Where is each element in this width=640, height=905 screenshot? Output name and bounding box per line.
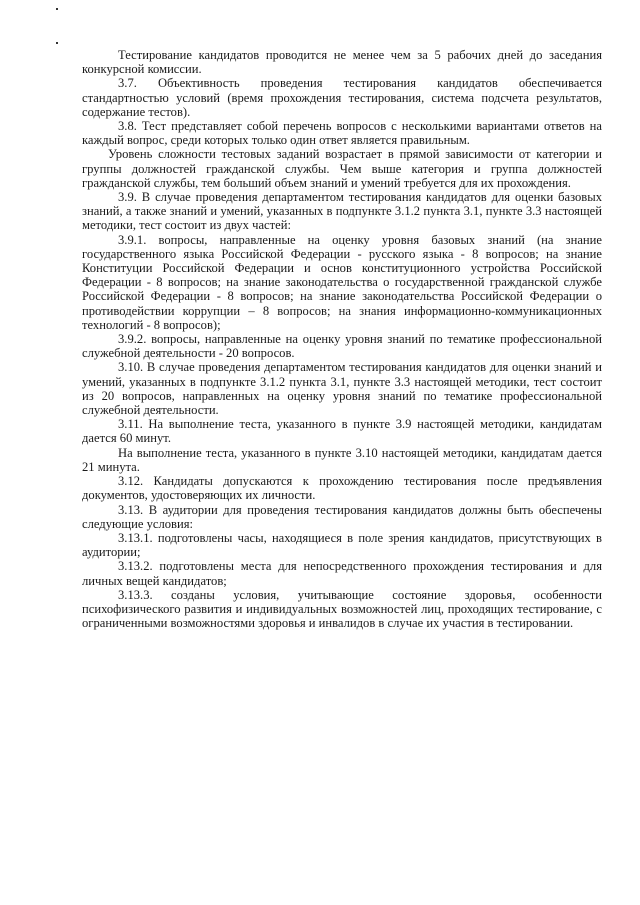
paragraph-3-12: 3.12. Кандидаты допускаются к прохождению тестирования после предъявления документов, удостоверяющих их личности. [82,474,602,503]
scan-dot [56,42,58,44]
paragraph-3-13-3: 3.13.3. созданы условия, учитывающие состояние здоровья, особенности психофизического развития и индивидуальных возможностей лиц, проходящих тестирование, с ограниченными возможностями здоровья и инвалидов в случае их участия в тестировании. [82,587,602,631]
paragraph-3-11-continued: На выполнение теста, указанного в пункте 3.10 настоящей методики, кандидатам дается 21 минута. [82,445,602,474]
paragraph-3-13-1: 3.13.1. подготовлены часы, находящиеся в поле зрения кандидатов, присутствующих в аудитории; [82,530,602,560]
paragraph-difficulty-level: Уровень сложности тестовых заданий возрастает в прямой зависимости от категории и группы должностей гражданской службы. Чем выше категория и группа должностей гражданской службы, тем больший объем знаний и умений требуется для их прохождения. [82,147,602,190]
paragraph-3-10: 3.10. В случае проведения департаментом тестирования кандидатов для оценки знаний и умений, указанных в подпункте 3.1.2 пункта 3.1, пункте 3.3 настоящей методики, тест состоит из 20 вопросов, направленных на оценку уровня знаний по тематике профессиональной служебной деятельности. [82,360,602,418]
paragraph-testing-timing: Тестирование кандидатов проводится не менее чем за 5 рабочих дней до заседания конкурсной комиссии. [82,48,602,77]
paragraph-3-9-2: 3.9.2. вопросы, направленные на оценку уровня знаний по тематике профессиональной служебной деятельности - 20 вопросов. [82,332,602,361]
paragraph-3-7: 3.7. Объективность проведения тестирования кандидатов обеспечивается стандартностью условий (время прохождения тестирования, система подсчета результатов, содержание тестов). [82,76,602,119]
document-body [82,48,602,630]
paragraph-3-8: 3.8. Тест представляет собой перечень вопросов с несколькими вариантами ответов на каждый вопрос, среди которых только один ответ является правильным. [82,119,602,148]
paragraph-3-9: 3.9. В случае проведения департаментом тестирования кандидатов для оценки базовых знаний, а также знаний и умений, указанных в подпункте 3.1.2 пункта 3.1, пункте 3.3 настоящей методики, тест состоит из двух частей: [82,190,602,233]
paragraph-3-13: 3.13. В аудитории для проведения тестирования кандидатов должны быть обеспечены следующие условия: [82,502,602,531]
paragraph-3-13-2: 3.13.2. подготовлены места для непосредственного прохождения тестирования и для личных вещей кандидатов; [82,559,602,588]
paragraph-3-9-1: 3.9.1. вопросы, направленные на оценку уровня базовых знаний (на знание государственного языка Российской Федерации - русского языка - 8 вопросов; на знание Конституции Российской Федерации и основ конституционного устройства Российской Федерации - 8 вопросов; на знание законодательства о государственной гражданской службе Российской Федерации - 8 вопросов; на знание законодательства Российской Федерации о противодействии коррупции – 8 вопросов; на знания информационно-коммуникационных технологий - 8 вопросов); [82,232,602,332]
scan-dot [56,8,58,10]
paragraph-3-11: 3.11. На выполнение теста, указанного в пункте 3.9 настоящей методики, кандидатам дается 60 минут. [82,417,602,446]
